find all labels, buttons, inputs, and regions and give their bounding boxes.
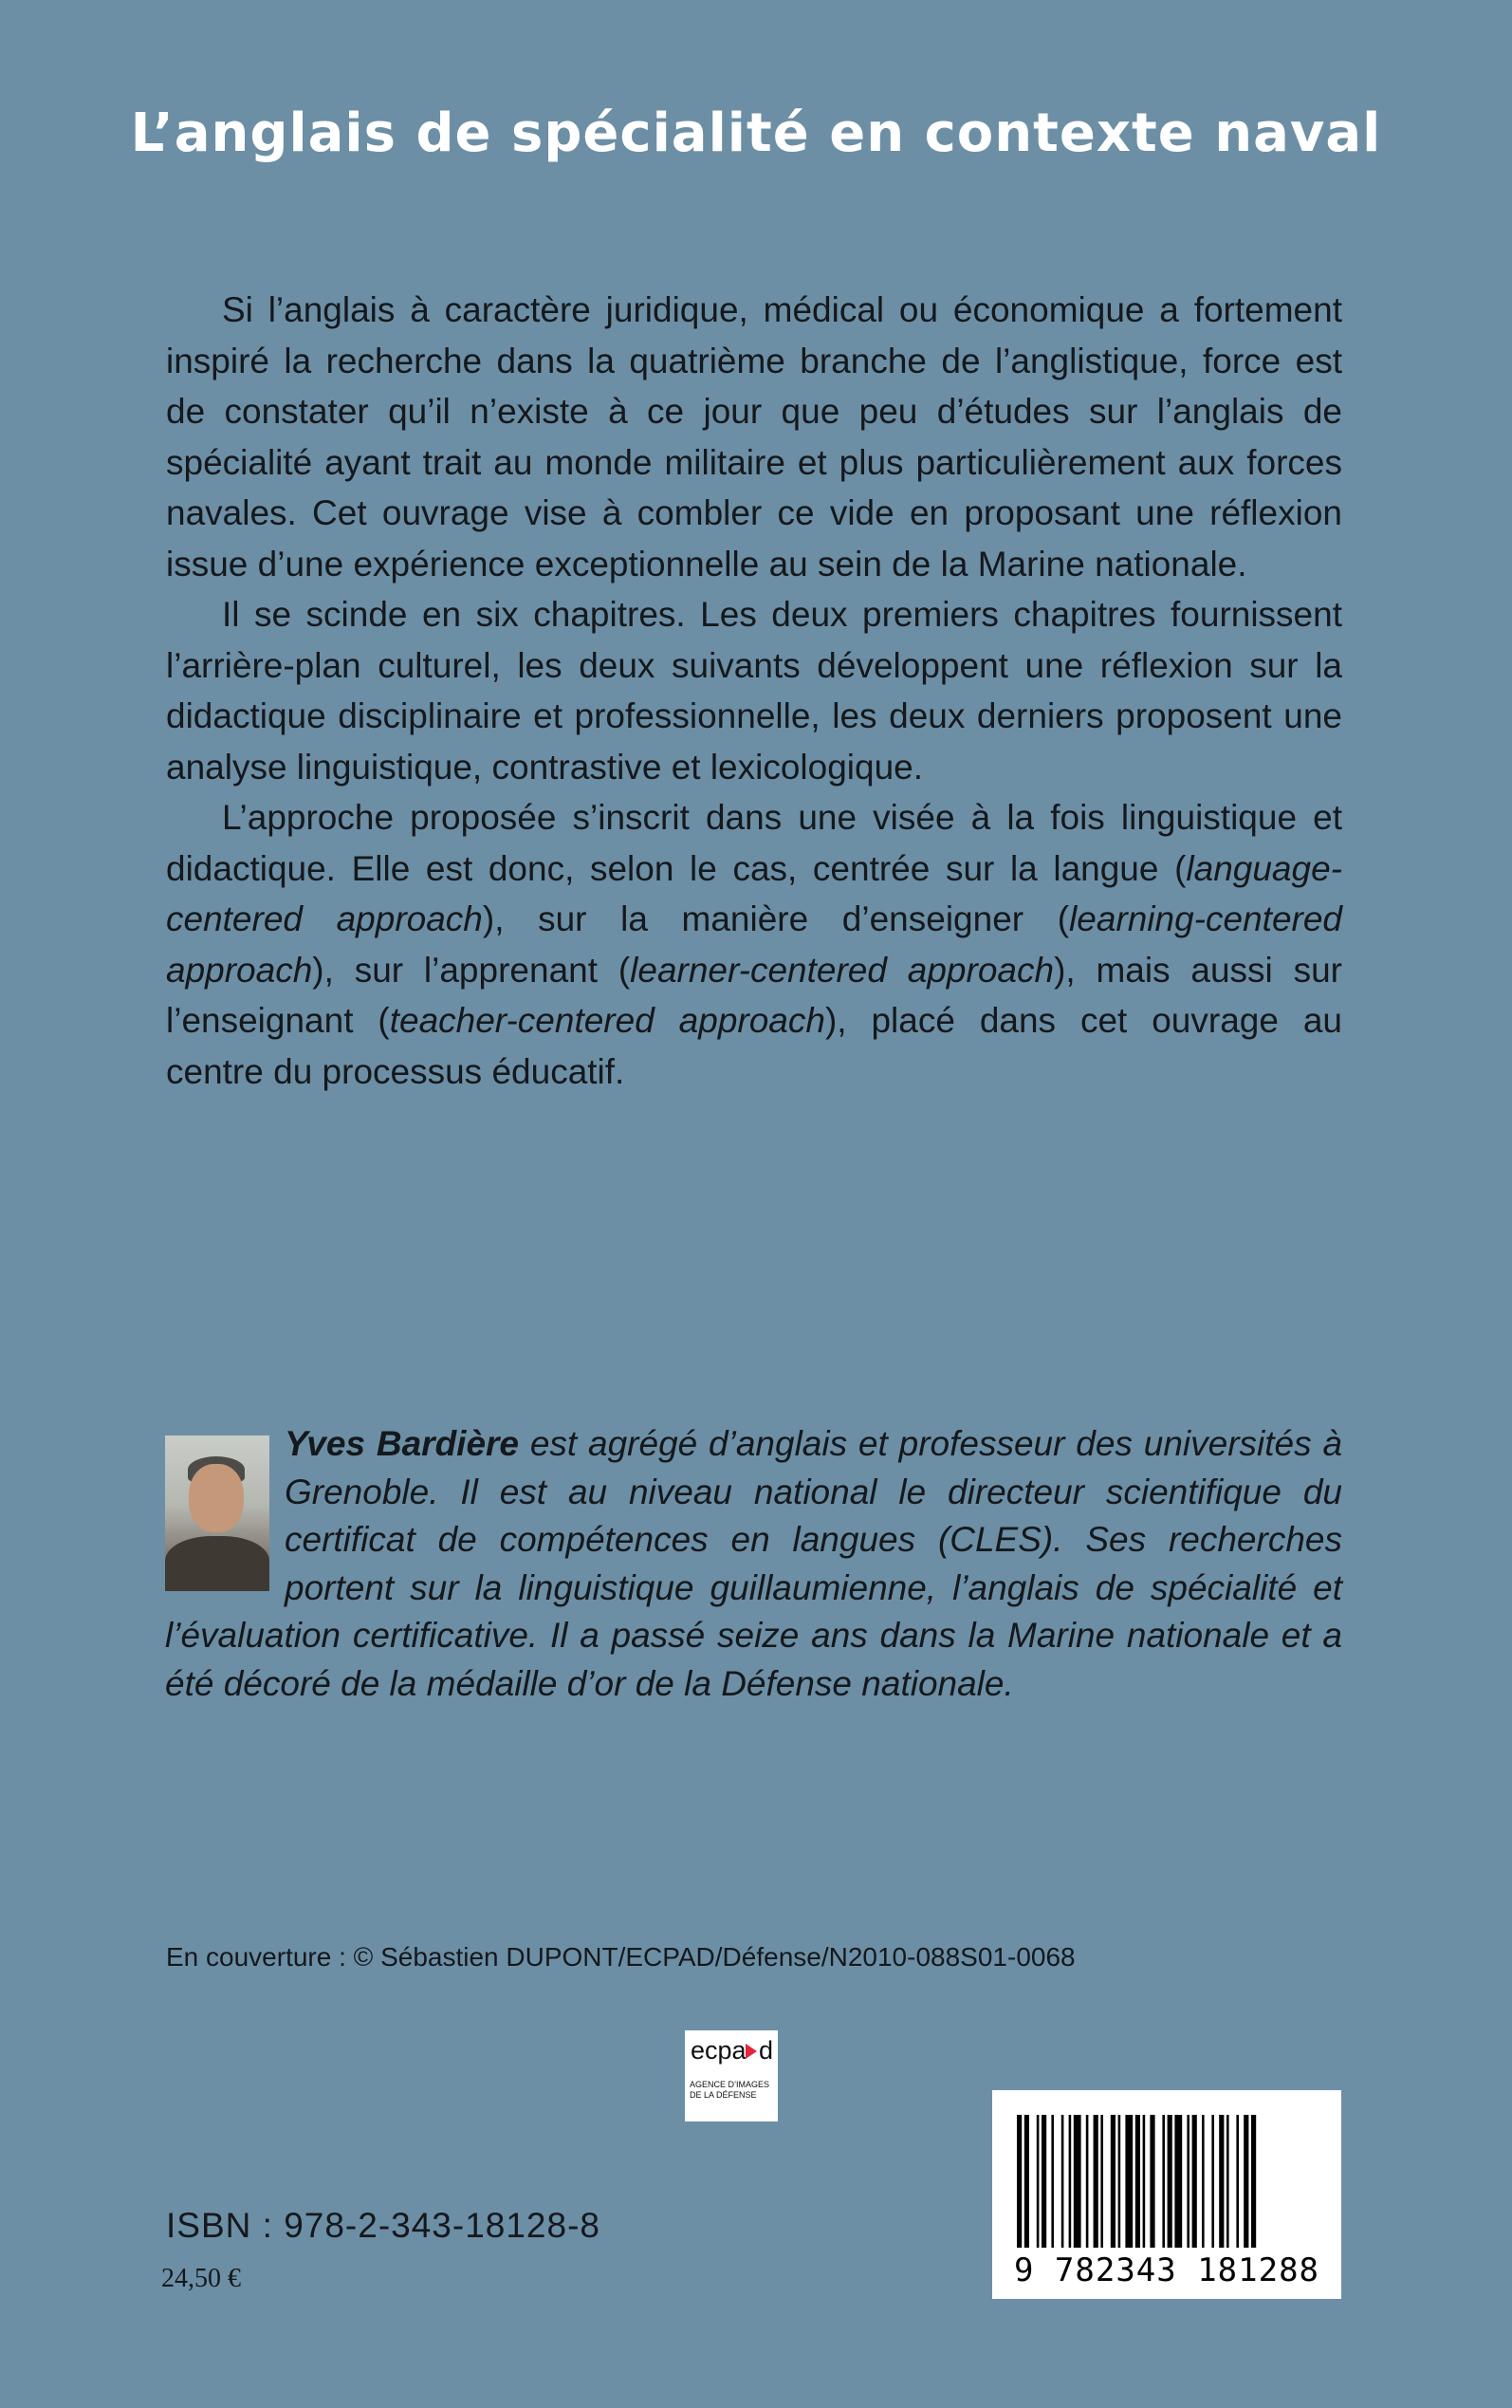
barcode-bar (1024, 2115, 1029, 2248)
barcode-bar (1086, 2115, 1089, 2248)
barcode-bar (1219, 2115, 1224, 2248)
summary-text (166, 285, 1342, 1097)
barcode-bar (1202, 2115, 1205, 2248)
barcode-bar (1162, 2115, 1165, 2248)
barcode-bar (1174, 2115, 1182, 2248)
barcode-bar (1168, 2115, 1172, 2248)
book-title: L’anglais de spécialité en contexte naval (130, 102, 1382, 164)
p3-italic-4: teacher-centered approach (389, 1001, 825, 1040)
p3-italic-2: learning-centered approach (166, 899, 1342, 990)
barcode (992, 2090, 1341, 2299)
logo-subtitle: AGENCE D’IMAGES DE LA DÉFENSE (690, 2080, 770, 2100)
barcode-bar (1125, 2115, 1133, 2248)
price: 24,50 € (161, 2264, 241, 2293)
barcode-bar (1118, 2115, 1121, 2248)
barcode-bar (1100, 2115, 1103, 2248)
barcode-bar (1037, 2115, 1040, 2248)
barcode-bar (1187, 2115, 1189, 2248)
barcode-bars (1013, 2115, 1320, 2248)
barcode-bar (1192, 2115, 1197, 2248)
barcode-bar (1111, 2115, 1116, 2248)
summary-paragraph-3 (166, 792, 1342, 1097)
author-photo (165, 1436, 269, 1591)
barcode-bar (1017, 2115, 1022, 2248)
p3-text-4: ), mais aussi sur l’enseignant ( (166, 950, 1342, 1040)
logo-word: ecpa (691, 2036, 747, 2065)
barcode-bar (1211, 2115, 1214, 2248)
barcode-bar (1051, 2115, 1054, 2248)
p3-italic-3: learner-centered approach (630, 950, 1055, 990)
ecpad-logo (685, 2030, 778, 2121)
p3-text-1: L’approche proposée s’inscrit dans une visée à la fois linguistique et didactique. Elle est donc, selon le cas, centrée sur la langue ( (166, 798, 1342, 888)
logo-letter: d (759, 2036, 774, 2065)
barcode-bar (1135, 2115, 1140, 2248)
barcode-bar (1074, 2115, 1081, 2248)
barcode-bar (1226, 2115, 1229, 2248)
barcode-bar (1143, 2115, 1146, 2248)
barcode-digits: 9 782343 181288 (1013, 2251, 1320, 2289)
author-bio (165, 1420, 1342, 1708)
barcode-bar (1094, 2115, 1098, 2248)
barcode-bar (1244, 2115, 1248, 2248)
barcode-bar (1251, 2115, 1256, 2248)
barcode-bar (1061, 2115, 1064, 2248)
isbn: ISBN : 978-2-343-18128-8 (166, 2206, 600, 2245)
summary-paragraph-1: Si l’anglais à caractère juridique, médical ou économique a fortement inspiré la recherche dans la quatrième branche de l’anglistique, force est de constater qu’il n’existe à ce jour que peu d’études sur l’anglais de spécialité ayant trait au monde militaire et plus particulièrement aux forces navales. Cet ouvrage vise à combler ce vide en proposant une réflexion issue d’une expérience exceptionnelle au sein de la Marine nationale. (166, 290, 1342, 583)
barcode-bar (1236, 2115, 1239, 2248)
p3-text-5: ), placé dans cet ouvrage au centre du processus éducatif. (166, 1001, 1342, 1091)
p3-text-2: ), sur la manière d’enseigner ( (482, 899, 1070, 938)
barcode-bar (1069, 2115, 1072, 2248)
author-block (165, 1420, 1342, 1708)
author-name: Yves Bardière (285, 1424, 519, 1463)
barcode-bar (1042, 2115, 1046, 2248)
author-bio-text: est agrégé d’anglais et professeur des universités à Grenoble. Il est au niveau national le directeur scientifique du certificat de compétences en langues (CLES). Ses recherches portent sur la linguistique guillaumienne, l’anglais de spécialité et l’évaluation certificative. Il a passé seize ans dans la Marine nationale et a été décoré de la médaille d’or de la Défense nationale. (165, 1424, 1342, 1703)
summary-paragraph-2: Il se scinde en six chapitres. Les deux premiers chapitres fournissent l’arrière-plan culturel, les deux suivants développent une réflexion sur la didactique disciplinaire et professionnelle, les deux derniers proposent une analyse linguistique, contrastive et lexicologique. (166, 595, 1342, 787)
barcode-bar (1150, 2115, 1154, 2248)
p3-text-3: ), sur l’apprenant ( (312, 950, 631, 990)
logo-arrow-icon (746, 2044, 757, 2059)
cover-credit: En couverture : © Sébastien DUPONT/ECPAD/Défense/N2010-088S01-0068 (166, 1942, 1076, 1972)
p3-italic-1: language-centered approach (166, 848, 1342, 938)
